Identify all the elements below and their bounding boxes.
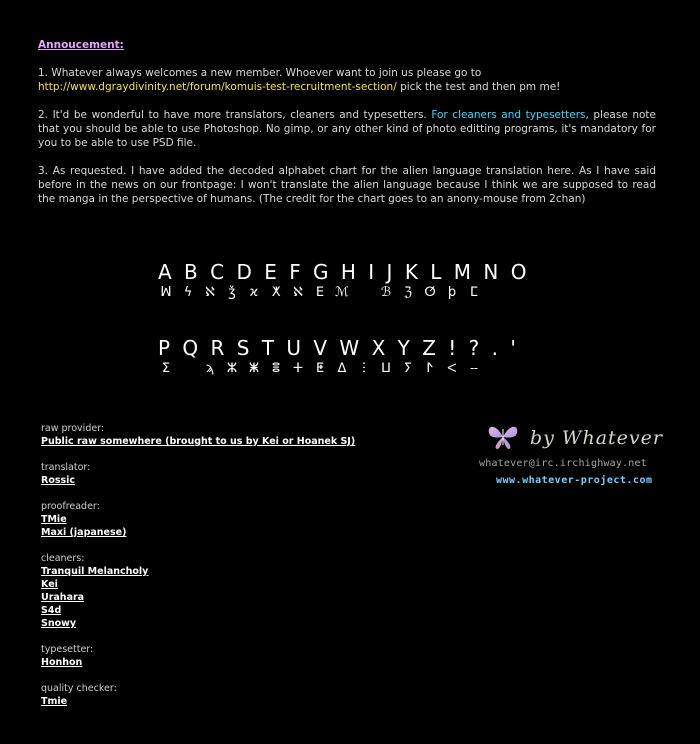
alien-glyph: ℨ: [403, 285, 412, 300]
announcement-item-2: 2. It'd be wonderful to have more translators, cleaners and typesetters. For cleaners and typesetters, please note that you should be able to use Photoshop. No gimp, or any other kind of photo editting programs, it's mandatory for you to be able to use PSD file.: [38, 109, 656, 149]
alien-glyph: ⵤ: [426, 361, 434, 376]
alien-glyph: ϸ: [447, 285, 457, 300]
raw-provider-name: Public raw somewhere (brought to us by Kei or Hoanek SJ): [41, 436, 356, 447]
typesetter-label: typesetter:: [41, 644, 94, 655]
alien-glyph: ⵜ: [293, 361, 303, 376]
alien-glyph: ⵧ: [469, 361, 479, 376]
alien-glyph: ⵉ: [161, 361, 171, 376]
quality-checker-label: quality checker:: [41, 683, 117, 694]
alien-glyph: ⵣ: [226, 361, 238, 376]
alien-glyph: ⵟ: [315, 361, 325, 376]
alien-glyph: ϟ: [183, 285, 193, 300]
alien-glyph: ℵ: [293, 285, 303, 300]
cleaners-label: cleaners:: [41, 553, 85, 564]
alphabet-chart-row-2: [158, 336, 519, 376]
alien-glyphs-row-2: [158, 362, 519, 376]
alien-glyph: ℬ: [380, 285, 392, 300]
alien-glyph: ⵥ: [248, 361, 260, 376]
alien-glyph: ⵡ: [381, 361, 391, 376]
alphabet-chart-row-1: [158, 260, 529, 300]
alien-glyph: ℵ: [205, 285, 215, 300]
announcement-title: Annoucement:: [38, 39, 124, 51]
alien-glyph: ℳ: [335, 285, 349, 300]
alien-glyph: ⴻ: [271, 361, 281, 376]
quality-checker-name: Tmie: [41, 696, 68, 707]
alien-glyph: ⵅ: [271, 285, 281, 300]
cleaner-name: Tranquil Melancholy: [41, 566, 149, 577]
credits-block: [41, 422, 361, 708]
proofreader-label: proofreader:: [41, 501, 100, 512]
announcement-item-3: 3. As requested. I have added the decoded alphabet chart for the alien language translation here. As I have said before in the news on our frontpage: I won't translate the alien language because I think we are supposed to read the manga in the perspective of humans. (The credit for the chart goes to an anony-mouse from 2chan): [38, 165, 656, 205]
website-address[interactable]: www.whatever-project.com: [496, 475, 653, 486]
proofreader-name: TMie: [41, 514, 67, 525]
alien-glyph: ϡ: [205, 361, 215, 376]
cleaner-name: Kei: [41, 579, 58, 590]
cleaner-name: S4d: [41, 605, 62, 616]
alien-glyph: ϰ: [249, 285, 259, 300]
irc-address: whatever@irc.irchighway.net: [479, 458, 647, 469]
alien-glyph: [356, 286, 372, 300]
cleaner-name: Snowy: [41, 618, 77, 629]
proofreader-name: Maxi (japanese): [41, 527, 127, 538]
alien-glyph: ⵎ: [469, 285, 479, 300]
alien-glyph: ⵚ: [424, 285, 436, 300]
by-whatever-signature: by Whatever: [530, 427, 663, 449]
recruitment-link[interactable]: http://www.dgraydivinity.net/forum/komuis-test-recruitment-section/: [38, 81, 397, 93]
alien-glyphs-row-1: [158, 286, 529, 300]
cleaners-typesetters-highlight: For cleaners and typesetters: [431, 109, 586, 121]
alien-glyph: [180, 362, 196, 376]
announcement-item-1: 1. Whatever always welcomes a new member. Whoever want to join us please go to http://www.dgraydivinity.net/forum/komuis-test-recruitment-section/ pick the test and then pm me!: [38, 67, 561, 93]
cleaner-name: Urahara: [41, 592, 85, 603]
whatever-logo: [478, 423, 668, 493]
butterfly-icon: [486, 423, 520, 451]
alien-glyph: ꟽ: [160, 285, 172, 300]
alien-glyph: ⴹ: [315, 285, 325, 300]
latin-letters-row-1: A B C D E F G H I J K L M N O: [158, 260, 530, 284]
alien-glyph: ⵦ: [447, 361, 457, 376]
translator-label: translator:: [41, 462, 91, 473]
announcement-block: [38, 38, 656, 220]
alien-glyph: ǯ: [228, 285, 236, 300]
alien-glyph: ⵢ: [403, 361, 413, 376]
alien-glyph: ⵠ: [337, 361, 347, 376]
raw-provider-label: raw provider:: [41, 423, 105, 434]
alien-glyph: ⵗ: [361, 361, 367, 376]
typesetter-name: Honhon: [41, 657, 83, 668]
latin-letters-row-2: P Q R S T U V W X Y Z ! ? . ': [158, 336, 519, 360]
translator-name: Rossic: [41, 475, 76, 486]
